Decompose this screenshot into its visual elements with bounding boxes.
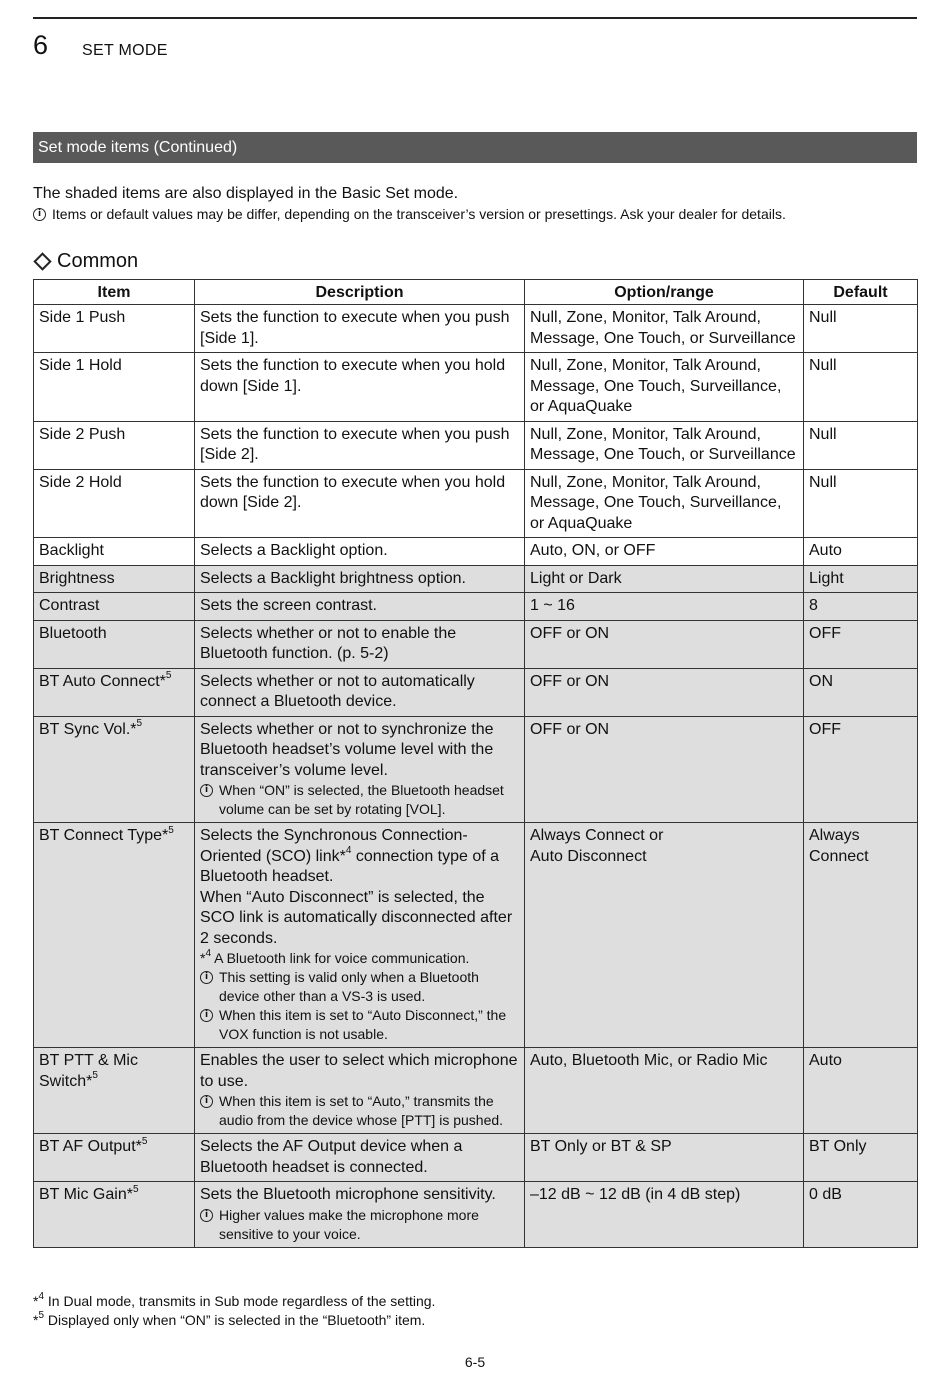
footnote-ref: 5: [168, 824, 174, 836]
info-circle-icon: i: [200, 1009, 213, 1022]
footnote-ref: 5: [165, 670, 172, 682]
description-part: connection type of a Bluetooth headset.: [200, 847, 500, 885]
footnote-ref: 5: [38, 1310, 45, 1322]
cell-description: Selects the AF Output device when a Bluetooth headset is connected.: [195, 1134, 525, 1182]
cell-description: Selects whether or not to automatically connect a Bluetooth device.: [195, 668, 525, 716]
description-part: Selects the Synchronous Connection-Oriented (SCO) link*: [200, 827, 468, 865]
cell-option: BT Only or BT & SP: [525, 1134, 804, 1182]
item-label: BT Sync Vol.*: [39, 720, 137, 738]
intro-text: The shaded items are also displayed in the Basic Set mode.: [33, 185, 459, 202]
cell-item: Side 1 Hold: [34, 353, 195, 422]
option-line: Always Connect or: [530, 827, 664, 844]
item-label-line2: [39, 1072, 189, 1093]
chapter-number: 6: [33, 30, 49, 60]
description-text: Enables the user to select which microphone to use.: [200, 1052, 518, 1090]
table-header-row: [34, 280, 918, 305]
page-number: 6-5: [464, 1354, 486, 1370]
cell-description: [195, 716, 525, 823]
footnote-marker: *: [33, 1312, 39, 1328]
cell-description: [195, 1048, 525, 1134]
option-line: Auto Disconnect: [530, 847, 647, 865]
table-row: [34, 469, 918, 538]
info-note: [200, 1206, 519, 1244]
header-default: Default: [804, 280, 918, 305]
cell-item: [34, 1182, 195, 1248]
footnote: [33, 1292, 435, 1311]
cell-option: [525, 823, 804, 1048]
cell-description: Sets the function to execute when you push [Side 1].: [195, 305, 525, 353]
footnote-ref: 4: [205, 948, 212, 960]
cell-description: Sets the screen contrast.: [195, 593, 525, 621]
cell-default: Null: [804, 353, 918, 422]
description-text: When “Auto Disconnect” is selected, the SCO link is automatically disconnected after 2 seconds.: [200, 888, 513, 947]
item-label: BT Connect Type*: [39, 827, 169, 844]
cell-item: Side 1 Push: [34, 305, 195, 353]
footnotes: [33, 1292, 435, 1330]
cell-item: Side 2 Push: [34, 421, 195, 469]
default-line: Always: [809, 827, 860, 844]
info-note: [200, 968, 519, 1006]
footnote-ref: 5: [92, 1070, 98, 1082]
description-text: Sets the Bluetooth microphone sensitivity.: [200, 1186, 496, 1203]
section-title: Set mode items (Continued): [38, 139, 238, 156]
cell-item: Brightness: [34, 565, 195, 593]
cell-item: [34, 823, 195, 1048]
chapter-title: SET MODE: [82, 42, 168, 59]
section-title-bar: [33, 132, 917, 163]
cell-item: Contrast: [34, 593, 195, 621]
cell-description: Sets the function to execute when you hold down [Side 2].: [195, 469, 525, 538]
cell-default: 8: [804, 593, 918, 621]
item-label: BT Auto Connect*: [39, 672, 166, 690]
intro-info-note: [33, 206, 786, 222]
cell-option: OFF or ON: [525, 620, 804, 668]
footnote-ref: 4: [345, 845, 352, 857]
cell-option: Light or Dark: [525, 565, 804, 593]
note-text: Higher values make the microphone more sensitive to your voice.: [219, 1206, 479, 1242]
cell-item: Side 2 Hold: [34, 469, 195, 538]
header-option: Option/range: [525, 280, 804, 305]
info-circle-icon: i: [200, 784, 213, 797]
note-text: When “ON” is selected, the Bluetooth headset volume can be set by rotating [VOL].: [219, 782, 504, 817]
info-note: [200, 1092, 519, 1130]
note-text: When this item is set to “Auto,” transmits the audio from the device whose [PTT] is pushed.: [219, 1093, 504, 1128]
subsection-heading: [33, 250, 138, 273]
item-label: Switch*: [39, 1072, 93, 1090]
cell-default: Null: [804, 305, 918, 353]
footnote: [33, 1311, 435, 1330]
table-row: [34, 823, 918, 1048]
cell-description: [195, 823, 525, 1048]
cell-option: Auto, Bluetooth Mic, or Radio Mic: [525, 1048, 804, 1134]
cell-item: [34, 716, 195, 823]
table-row: [34, 538, 918, 566]
cell-item: Bluetooth: [34, 620, 195, 668]
cell-item: [34, 668, 195, 716]
cell-description: Sets the function to execute when you hold down [Side 1].: [195, 353, 525, 422]
table-row: [34, 668, 918, 716]
top-rule: [33, 17, 917, 19]
footnote-text: Displayed only when “ON” is selected in the “Bluetooth” item.: [44, 1312, 426, 1328]
cell-option: OFF or ON: [525, 668, 804, 716]
inline-footnote: [200, 949, 519, 968]
cell-default: Auto: [804, 538, 918, 566]
cell-default: OFF: [804, 716, 918, 823]
footnote-text: A Bluetooth link for voice communication.: [211, 950, 470, 966]
cell-option: Null, Zone, Monitor, Talk Around, Message, One Touch, or Surveillance: [525, 421, 804, 469]
set-mode-items-table: [33, 279, 918, 1248]
default-line: Connect: [809, 847, 869, 865]
cell-option: Auto, ON, or OFF: [525, 538, 804, 566]
item-label: BT AF Output*: [39, 1138, 142, 1155]
table-row: [34, 1182, 918, 1248]
header-description: Description: [195, 280, 525, 305]
footnote-ref: 5: [141, 1135, 148, 1147]
footnote-text: In Dual mode, transmits in Sub mode regardless of the setting.: [44, 1293, 436, 1309]
cell-default: 0 dB: [804, 1182, 918, 1248]
info-note: [200, 781, 519, 819]
cell-option: Null, Zone, Monitor, Talk Around, Message, One Touch, Surveillance, or AquaQuake: [525, 469, 804, 538]
cell-default: ON: [804, 668, 918, 716]
info-note: [200, 1006, 519, 1044]
intro-info-text: Items or default values may be differ, depending on the transceiver’s version or presettings. Ask your dealer for details.: [52, 206, 786, 222]
info-circle-icon: i: [200, 1095, 213, 1108]
cell-default: Auto: [804, 1048, 918, 1134]
item-label: BT PTT & Mic: [39, 1052, 138, 1069]
footnote-ref: 5: [136, 718, 143, 730]
cell-default: Light: [804, 565, 918, 593]
description-text: Selects whether or not to synchronize the Bluetooth headset’s volume level with the transceiver’s volume level.: [200, 720, 494, 779]
diamond-icon: [33, 252, 51, 270]
table-row: [34, 353, 918, 422]
table-row: [34, 1048, 918, 1134]
footnote-ref: 4: [38, 1291, 45, 1303]
cell-default: Null: [804, 421, 918, 469]
cell-option: –12 dB ~ 12 dB (in 4 dB step): [525, 1182, 804, 1248]
cell-option: OFF or ON: [525, 716, 804, 823]
note-text: This setting is valid only when a Bluetooth device other than a VS-3 is used.: [219, 969, 479, 1004]
footnote-ref: 5: [132, 1183, 139, 1195]
header-item: Item: [34, 280, 195, 305]
subsection-title: Common: [57, 250, 139, 272]
cell-default: OFF: [804, 620, 918, 668]
info-circle-icon: i: [200, 971, 213, 984]
cell-description: Selects whether or not to enable the Bluetooth function. (p. 5-2): [195, 620, 525, 668]
cell-default: Null: [804, 469, 918, 538]
note-text: When this item is set to “Auto Disconnect,” the VOX function is not usable.: [219, 1007, 507, 1042]
info-circle-icon: i: [200, 1209, 213, 1222]
cell-item: [34, 1048, 195, 1134]
cell-option: 1 ~ 16: [525, 593, 804, 621]
table-row: [34, 716, 918, 823]
footnote-marker: *: [33, 1293, 39, 1309]
cell-description: [195, 1182, 525, 1248]
cell-default: [804, 823, 918, 1048]
cell-item: [34, 1134, 195, 1182]
description-text: [200, 826, 519, 888]
table-row: [34, 421, 918, 469]
table-row: [34, 565, 918, 593]
table-row: [34, 1134, 918, 1182]
cell-description: Selects a Backlight brightness option.: [195, 565, 525, 593]
cell-description: Selects a Backlight option.: [195, 538, 525, 566]
info-circle-icon: i: [33, 208, 46, 221]
item-label: BT Mic Gain*: [39, 1186, 133, 1203]
footnote-marker: *: [200, 950, 206, 966]
cell-description: Sets the function to execute when you push [Side 2].: [195, 421, 525, 469]
table-row: [34, 593, 918, 621]
table-row: [34, 305, 918, 353]
cell-default: BT Only: [804, 1134, 918, 1182]
cell-item: Backlight: [34, 538, 195, 566]
table-row: [34, 620, 918, 668]
cell-option: Null, Zone, Monitor, Talk Around, Message, One Touch, or Surveillance: [525, 305, 804, 353]
cell-option: Null, Zone, Monitor, Talk Around, Message, One Touch, Surveillance, or AquaQuake: [525, 353, 804, 422]
